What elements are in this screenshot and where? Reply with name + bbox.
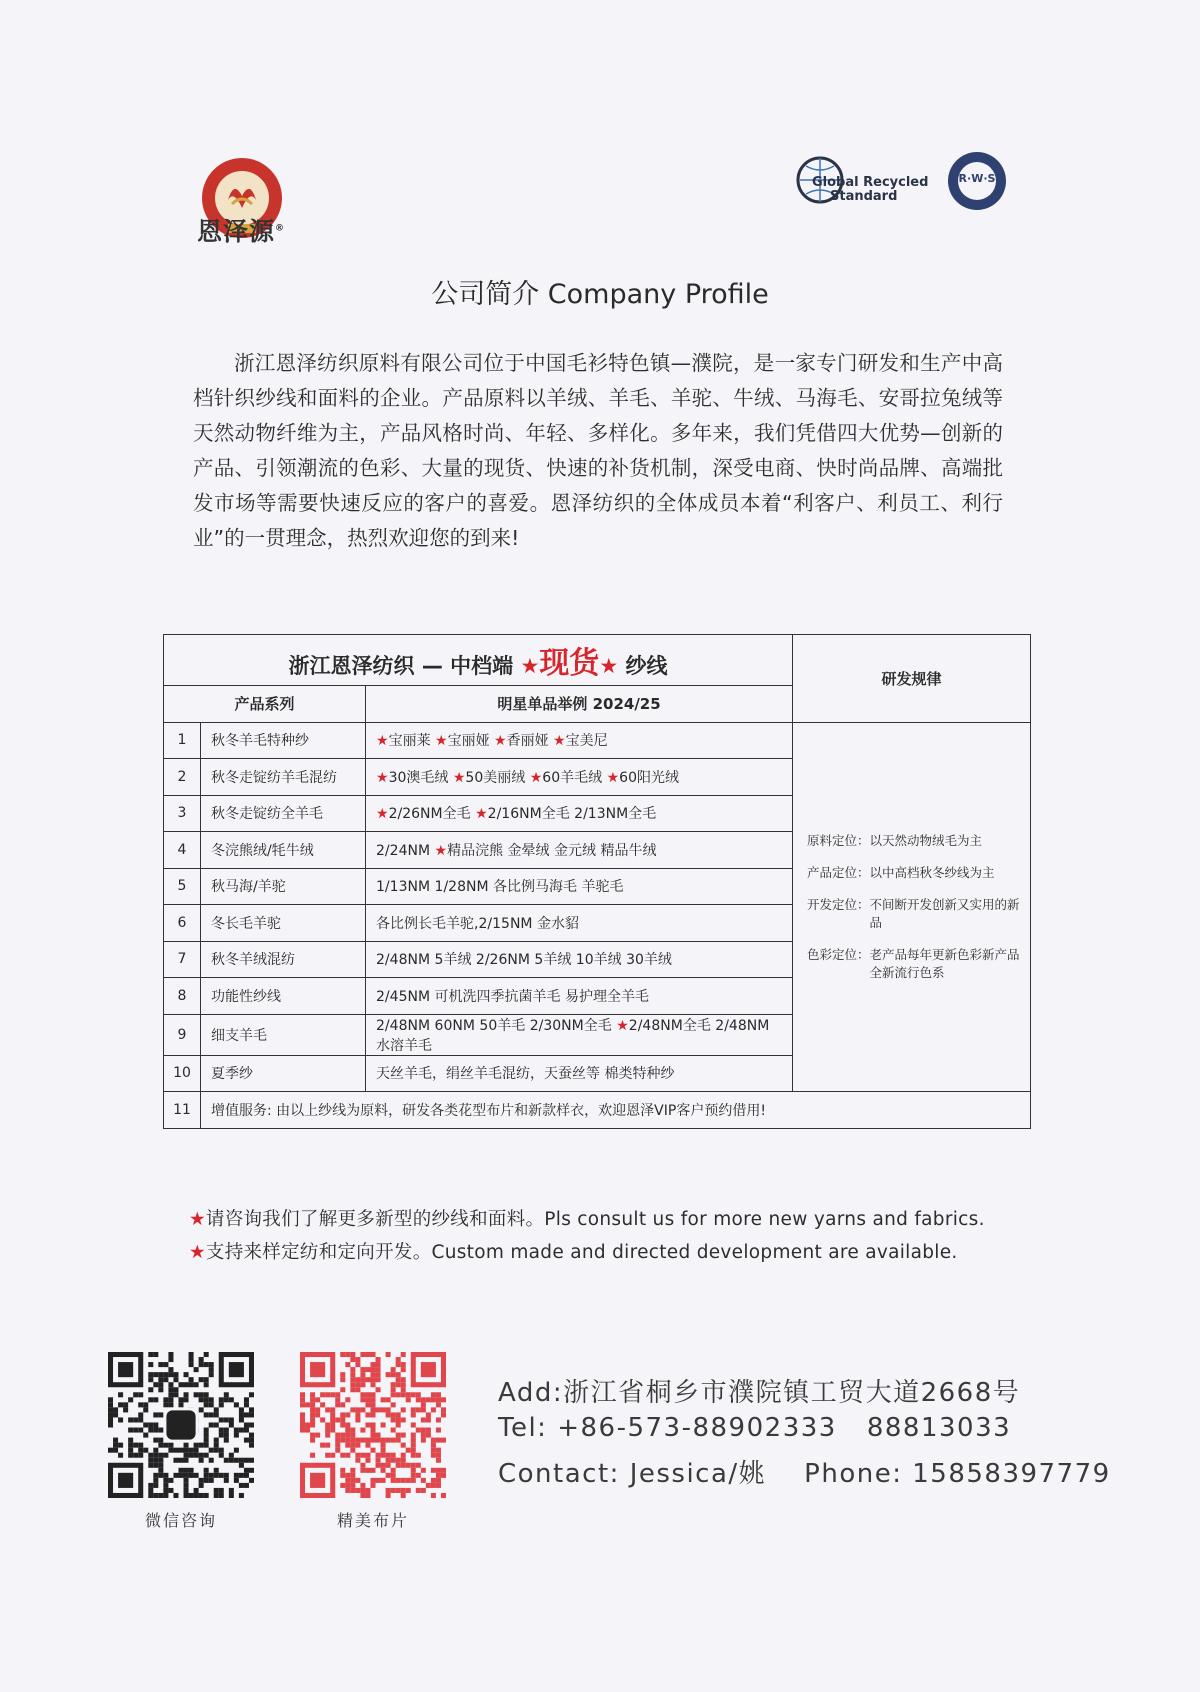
- star-examples: 天丝羊毛，绢丝羊毛混纺，天蚕丝等 棉类特种纱: [366, 1055, 793, 1092]
- product-series: 秋马海/羊驼: [201, 868, 366, 905]
- header-rules: 研发规律: [793, 635, 1031, 723]
- page-title: 公司简介 Company Profile: [431, 279, 769, 310]
- rd-rule: [807, 896, 1022, 932]
- row-number: 1: [164, 722, 201, 759]
- star-examples: 2/48NM 60NM 50羊毛 2/30NM全毛 ★2/48NM全毛 2/48NM水溶羊毛: [366, 1014, 793, 1055]
- row-number: 3: [164, 795, 201, 832]
- rd-rule-value: 以天然动物绒毛为主: [869, 832, 983, 848]
- contact-address: Add:浙江省桐乡市濮院镇工贸大道2668号: [498, 1378, 1021, 1408]
- table-row: [164, 722, 1031, 759]
- star-examples: ★30澳毛绒 ★50美丽绒 ★60羊毛绒 ★60阳光绒: [366, 759, 793, 796]
- rd-rules-cell: [793, 722, 1031, 1092]
- star-examples: 各比例长毛羊驼,2/15NM 金水貂: [366, 905, 793, 942]
- row-number: 2: [164, 759, 201, 796]
- rd-rule: [807, 946, 1022, 982]
- star-examples: 2/45NM 可机洗四季抗菌羊毛 易护理全羊毛: [366, 978, 793, 1015]
- note-consult: ★请咨询我们了解更多新型的纱线和面料。Pls consult us for more new yarns and fabrics.: [189, 1209, 985, 1230]
- star-examples: ★宝丽莱 ★宝丽娅 ★香丽娅 ★宝美尼: [366, 722, 793, 759]
- rd-rule-key: 产品定位：: [807, 864, 870, 880]
- product-series: 秋冬走锭纺羊毛混纺: [201, 759, 366, 796]
- product-series: 秋冬羊绒混纺: [201, 941, 366, 978]
- rd-rule: [807, 864, 1022, 882]
- row-number: 8: [164, 978, 201, 1015]
- rws-label: R·W·S: [958, 172, 996, 185]
- rd-rule-value: 老产品每年更新色彩新产品全新流行色系: [869, 946, 1020, 980]
- wechat-icon: [166, 1410, 195, 1439]
- product-series: 夏季纱: [201, 1055, 366, 1092]
- product-series: 冬长毛羊驼: [201, 905, 366, 942]
- row-number: 9: [164, 1014, 201, 1055]
- yarn-product-table: [163, 634, 1031, 1129]
- logo-brand-text: 恩泽源®: [196, 217, 285, 246]
- star-examples: 1/13NM 1/28NM 各比例马海毛 羊驼毛: [366, 868, 793, 905]
- wechat-qr-code[interactable]: [108, 1352, 254, 1498]
- header-examples: 明星单品举例 2024/25: [366, 686, 793, 723]
- product-series: 细支羊毛: [201, 1014, 366, 1055]
- fabric-qr-label: 精美布片: [336, 1511, 409, 1530]
- rd-rule-value: 不间断开发创新又实用的新品: [869, 896, 1020, 930]
- rd-rule-key: 开发定位：: [807, 896, 870, 912]
- contact-tel: Tel: +86-573-88902333 88813033: [498, 1413, 1012, 1443]
- rd-rule-key: 色彩定位：: [807, 946, 870, 962]
- row-number: 6: [164, 905, 201, 942]
- product-series: 冬浣熊绒/牦牛绒: [201, 832, 366, 869]
- row-number: 5: [164, 868, 201, 905]
- row-number: 7: [164, 941, 201, 978]
- row-number: 10: [164, 1055, 201, 1092]
- rd-rule-key: 原料定位：: [807, 832, 870, 848]
- value-added-service: 增值服务: 由以上纱线为原料，研发各类花型布片和新款样衣，欢迎恩泽VIP客户预约借用!: [201, 1092, 1031, 1129]
- wechat-qr-label: 微信咨询: [144, 1511, 217, 1530]
- row-number: 11: [164, 1092, 201, 1129]
- grs-label: Global Recycled Standard: [812, 175, 929, 204]
- product-series: 秋冬走锭纺全羊毛: [201, 795, 366, 832]
- header-series: 产品系列: [164, 686, 366, 723]
- rd-rule-value: 以中高档秋冬纱线为主: [869, 864, 995, 880]
- table-caption: 浙江恩泽纺织 — 中档端 ★现货★ 纱线: [164, 635, 793, 686]
- star-examples: 2/48NM 5羊绒 2/26NM 5羊绒 10羊绒 30羊绒: [366, 941, 793, 978]
- company-intro: 浙江恩泽纺织原料有限公司位于中国毛衫特色镇—濮院，是一家专门研发和生产中高档针织纱线和面料的企业。产品原料以羊绒、羊毛、羊驼、牛绒、马海毛、安哥拉兔绒等天然动物纤维为主，产品风格时尚、年轻、多样化。多年来，我们凭借四大优势—创新的产品、引领潮流的色彩、大量的现货、快速的补货机制，深受电商、快时尚品牌、高端批发市场等需要快速反应的客户的喜爱。恩泽纺织的全体成员本着“利客户、利员工、利行业”的一贯理念，热烈欢迎您的到来!: [193, 351, 1003, 550]
- star-examples: 2/24NM ★精品浣熊 金晕绒 金元绒 精品牛绒: [366, 832, 793, 869]
- star-examples: ★2/26NM全毛 ★2/16NM全毛 2/13NM全毛: [366, 795, 793, 832]
- product-series: 秋冬羊毛特种纱: [201, 722, 366, 759]
- product-series: 功能性纱线: [201, 978, 366, 1015]
- row-number: 4: [164, 832, 201, 869]
- note-custom: ★支持来样定纺和定向开发。Custom made and directed development are available.: [189, 1242, 958, 1263]
- fabric-qr-code[interactable]: [300, 1352, 446, 1498]
- contact-person: Contact: Jessica/姚 Phone: 15858397779: [498, 1459, 1111, 1489]
- rd-rule: [807, 832, 1022, 850]
